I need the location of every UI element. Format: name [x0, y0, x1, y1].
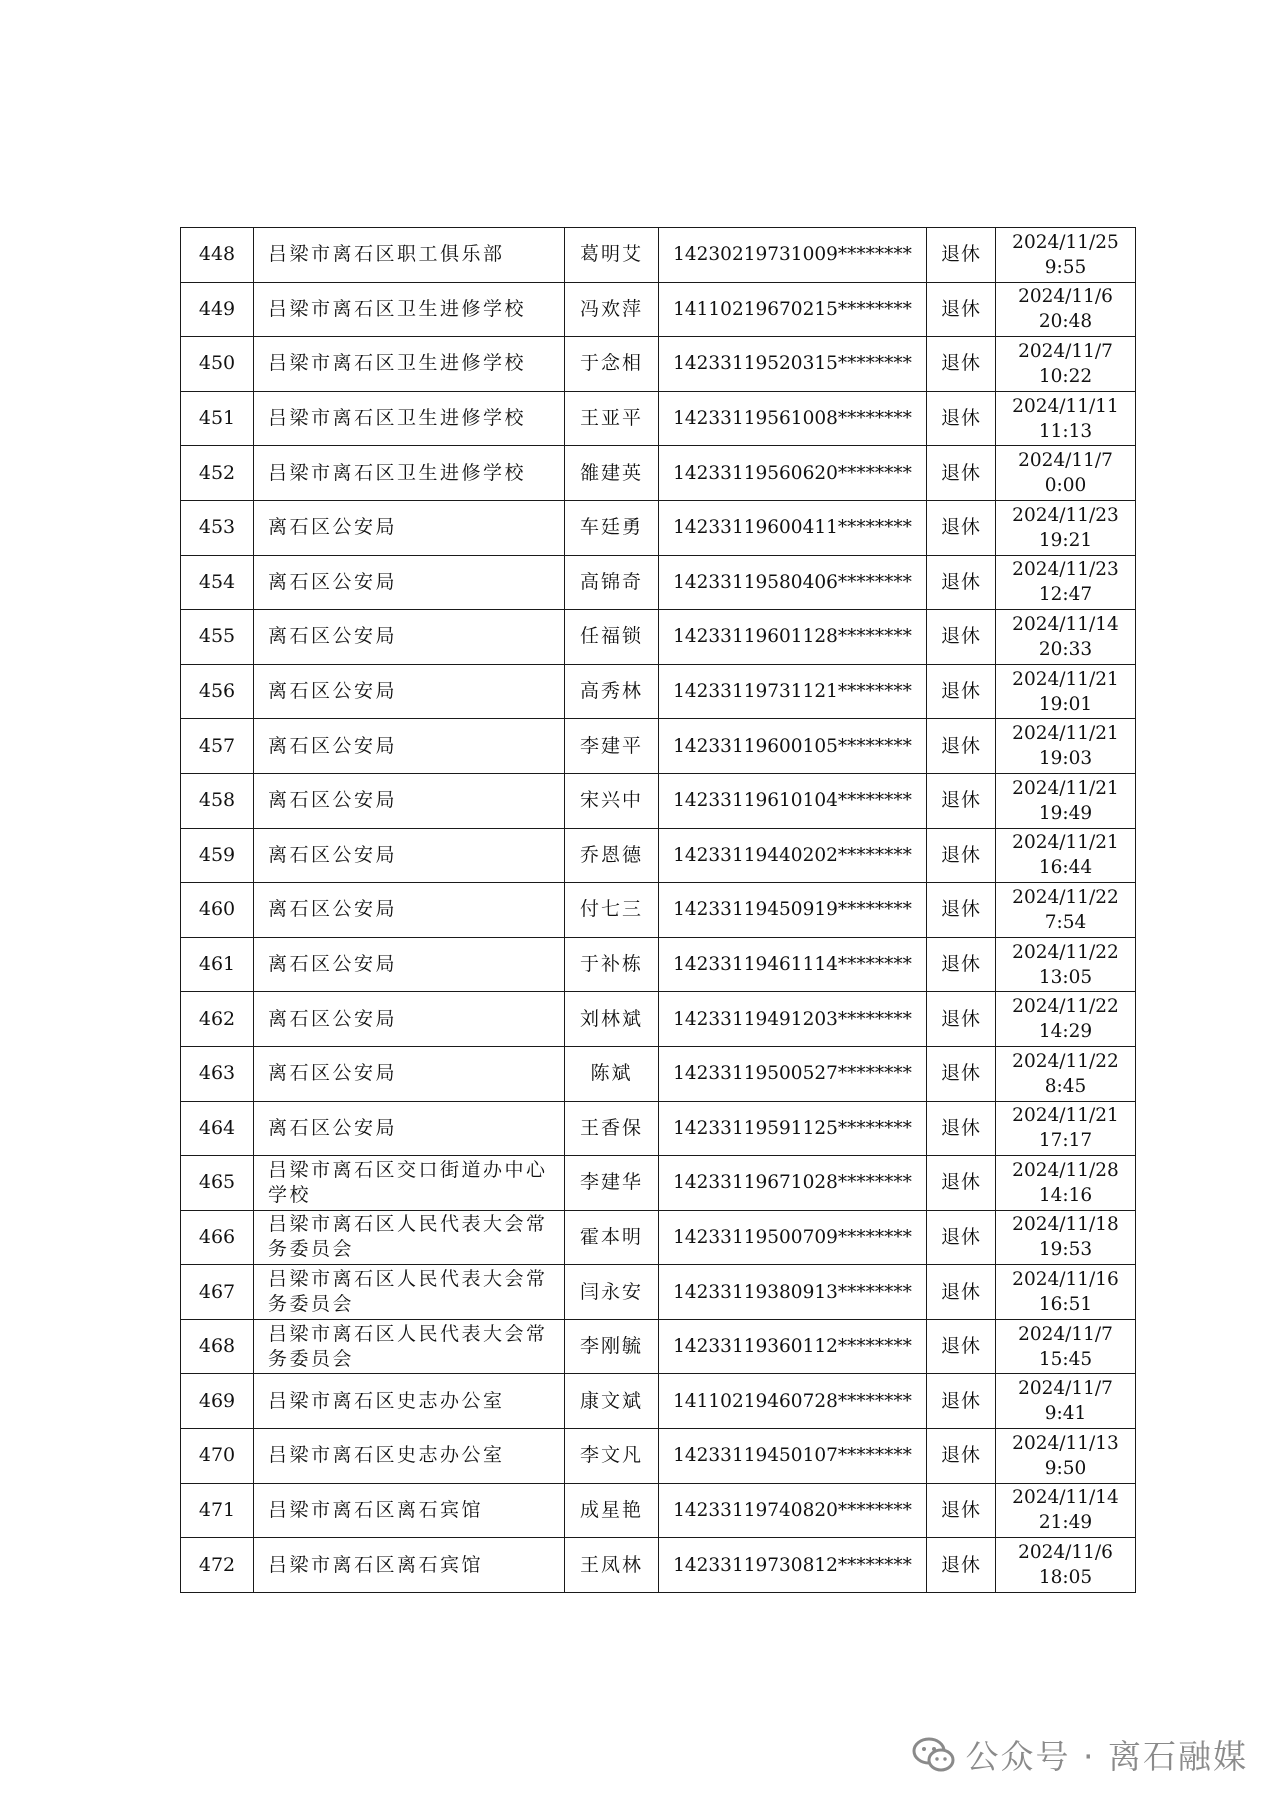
cell-unit: 吕梁市离石区人民代表大会常务委员会	[254, 1319, 565, 1374]
cell-clock-text: 20:48	[1038, 311, 1093, 333]
cell-name: 闫永安	[565, 1265, 659, 1320]
cell-number: 455	[181, 610, 254, 665]
cell-unit: 吕梁市离石区卫生进修学校	[254, 446, 565, 501]
cell-number: 469	[181, 1374, 254, 1429]
cell-number: 461	[181, 937, 254, 992]
cell-id-number: 14233119610104********	[659, 773, 927, 828]
cell-clock-text: 19:53	[1038, 1239, 1093, 1261]
cell-unit: 离石区公安局	[254, 828, 565, 883]
cell-unit: 吕梁市离石区人民代表大会常务委员会	[254, 1210, 565, 1265]
cell-name: 李建华	[565, 1156, 659, 1211]
table-row	[181, 500, 1136, 555]
record-table	[180, 227, 1136, 1593]
cell-id-number: 14233119561008********	[659, 391, 927, 446]
cell-date-text: 2024/11/16	[1012, 1269, 1119, 1291]
cell-type: 退休	[927, 1319, 996, 1374]
table-row	[181, 1046, 1136, 1101]
cell-type: 退休	[927, 773, 996, 828]
cell-name: 高秀林	[565, 664, 659, 719]
cell-name: 康文斌	[565, 1374, 659, 1429]
cell-time	[996, 937, 1136, 992]
cell-id-number: 14233119500527********	[659, 1046, 927, 1101]
cell-number: 470	[181, 1429, 254, 1484]
table-row	[181, 664, 1136, 719]
cell-id-number: 14233119600105********	[659, 719, 927, 774]
cell-id-number: 14233119360112********	[659, 1319, 927, 1374]
cell-id-number: 14233119580406********	[659, 555, 927, 610]
cell-type: 退休	[927, 1156, 996, 1211]
cell-unit: 吕梁市离石区史志办公室	[254, 1429, 565, 1484]
cell-time	[996, 610, 1136, 665]
table-row	[181, 282, 1136, 337]
cell-time	[996, 1156, 1136, 1211]
cell-number: 450	[181, 337, 254, 392]
cell-id-number: 14233119740820********	[659, 1483, 927, 1538]
cell-date-text: 2024/11/21	[1012, 723, 1119, 745]
table-row	[181, 937, 1136, 992]
cell-name: 于念相	[565, 337, 659, 392]
table-row	[181, 719, 1136, 774]
cell-name: 王香保	[565, 1101, 659, 1156]
cell-number: 449	[181, 282, 254, 337]
cell-name: 刘林斌	[565, 992, 659, 1047]
cell-type: 退休	[927, 500, 996, 555]
cell-id-number: 14233119730812********	[659, 1538, 927, 1593]
cell-name: 冯欢萍	[565, 282, 659, 337]
cell-name: 霍本明	[565, 1210, 659, 1265]
cell-type: 退休	[927, 555, 996, 610]
cell-name: 王亚平	[565, 391, 659, 446]
cell-clock-text: 16:44	[1038, 857, 1093, 879]
cell-unit: 离石区公安局	[254, 719, 565, 774]
cell-id-number: 14233119520315********	[659, 337, 927, 392]
cell-number: 472	[181, 1538, 254, 1593]
cell-id-number: 14233119601128********	[659, 610, 927, 665]
cell-number: 464	[181, 1101, 254, 1156]
cell-number: 458	[181, 773, 254, 828]
cell-type: 退休	[927, 719, 996, 774]
cell-type: 退休	[927, 337, 996, 392]
cell-name: 雒建英	[565, 446, 659, 501]
cell-type: 退休	[927, 1538, 996, 1593]
cell-number: 465	[181, 1156, 254, 1211]
cell-id-number: 14233119731121********	[659, 664, 927, 719]
cell-date-text: 2024/11/7	[1018, 340, 1113, 362]
cell-date-text: 2024/11/21	[1012, 832, 1119, 854]
cell-time	[996, 1046, 1136, 1101]
table-row	[181, 1156, 1136, 1211]
table-row	[181, 391, 1136, 446]
cell-id-number: 14233119500709********	[659, 1210, 927, 1265]
cell-name: 任福锁	[565, 610, 659, 665]
cell-number: 456	[181, 664, 254, 719]
cell-time	[996, 228, 1136, 283]
cell-id-number: 14233119450919********	[659, 883, 927, 938]
cell-unit: 离石区公安局	[254, 1046, 565, 1101]
cell-unit: 离石区公安局	[254, 773, 565, 828]
cell-date-text: 2024/11/7	[1018, 1378, 1113, 1400]
cell-unit: 吕梁市离石区史志办公室	[254, 1374, 565, 1429]
cell-name: 车廷勇	[565, 500, 659, 555]
cell-unit: 离石区公安局	[254, 664, 565, 719]
cell-number: 460	[181, 883, 254, 938]
cell-id-number: 14230219731009********	[659, 228, 927, 283]
cell-time	[996, 719, 1136, 774]
cell-type: 退休	[927, 282, 996, 337]
cell-id-number: 14233119461114********	[659, 937, 927, 992]
cell-type: 退休	[927, 610, 996, 665]
cell-number: 452	[181, 446, 254, 501]
cell-type: 退休	[927, 1210, 996, 1265]
cell-clock-text: 21:49	[1038, 1512, 1093, 1534]
cell-name: 李文凡	[565, 1429, 659, 1484]
cell-date-text: 2024/11/22	[1012, 941, 1119, 963]
cell-clock-text: 8:45	[1044, 1075, 1087, 1097]
cell-clock-text: 14:16	[1038, 1184, 1093, 1206]
cell-type: 退休	[927, 228, 996, 283]
cell-date-text: 2024/11/7	[1018, 1323, 1113, 1345]
table-row	[181, 610, 1136, 665]
watermark-text: 公众号 · 离石融媒	[965, 1737, 1248, 1776]
cell-date-text: 2024/11/28	[1012, 1159, 1119, 1181]
cell-time	[996, 337, 1136, 392]
cell-date-text: 2024/11/18	[1012, 1214, 1119, 1236]
cell-name: 宋兴中	[565, 773, 659, 828]
cell-date-text: 2024/11/22	[1012, 1050, 1119, 1072]
cell-time	[996, 1374, 1136, 1429]
cell-date-text: 2024/11/23	[1012, 559, 1119, 581]
cell-time	[996, 828, 1136, 883]
cell-id-number: 14233119491203********	[659, 992, 927, 1047]
cell-name: 陈斌	[565, 1046, 659, 1101]
cell-name: 成星艳	[565, 1483, 659, 1538]
cell-type: 退休	[927, 992, 996, 1047]
cell-time	[996, 773, 1136, 828]
cell-clock-text: 19:03	[1038, 748, 1093, 770]
cell-unit: 吕梁市离石区职工俱乐部	[254, 228, 565, 283]
cell-time	[996, 1101, 1136, 1156]
cell-time	[996, 992, 1136, 1047]
table-row	[181, 1483, 1136, 1538]
cell-unit: 吕梁市离石区人民代表大会常务委员会	[254, 1265, 565, 1320]
cell-clock-text: 20:33	[1038, 638, 1093, 660]
cell-id-number: 14233119671028********	[659, 1156, 927, 1211]
cell-time	[996, 446, 1136, 501]
cell-id-number: 14233119591125********	[659, 1101, 927, 1156]
cell-name: 王凤林	[565, 1538, 659, 1593]
cell-time	[996, 500, 1136, 555]
cell-date-text: 2024/11/11	[1012, 395, 1119, 417]
wechat-icon	[912, 1737, 956, 1773]
cell-type: 退休	[927, 1374, 996, 1429]
cell-unit: 离石区公安局	[254, 500, 565, 555]
cell-number: 459	[181, 828, 254, 883]
cell-type: 退休	[927, 664, 996, 719]
table-row	[181, 1265, 1136, 1320]
table-row	[181, 828, 1136, 883]
cell-clock-text: 13:05	[1038, 966, 1093, 988]
cell-number: 448	[181, 228, 254, 283]
cell-unit: 吕梁市离石区离石宾馆	[254, 1538, 565, 1593]
cell-name: 乔恩德	[565, 828, 659, 883]
cell-date-text: 2024/11/6	[1018, 286, 1113, 308]
cell-name: 于补栋	[565, 937, 659, 992]
cell-id-number: 14233119380913********	[659, 1265, 927, 1320]
cell-number: 466	[181, 1210, 254, 1265]
cell-clock-text: 9:55	[1044, 256, 1087, 278]
cell-type: 退休	[927, 883, 996, 938]
cell-clock-text: 18:05	[1038, 1567, 1093, 1589]
cell-name: 付七三	[565, 883, 659, 938]
cell-clock-text: 12:47	[1038, 584, 1093, 606]
cell-date-text: 2024/11/23	[1012, 504, 1119, 526]
cell-time	[996, 391, 1136, 446]
cell-name: 李建平	[565, 719, 659, 774]
cell-unit: 吕梁市离石区卫生进修学校	[254, 282, 565, 337]
cell-clock-text: 7:54	[1044, 911, 1087, 933]
table-row	[181, 446, 1136, 501]
cell-id-number: 14233119440202********	[659, 828, 927, 883]
cell-time	[996, 883, 1136, 938]
table-row	[181, 228, 1136, 283]
cell-clock-text: 19:01	[1038, 693, 1093, 715]
cell-clock-text: 9:41	[1044, 1403, 1087, 1425]
record-table-body	[181, 228, 1136, 1593]
cell-time	[996, 1210, 1136, 1265]
cell-time	[996, 664, 1136, 719]
cell-type: 退休	[927, 1483, 996, 1538]
cell-id-number: 14233119600411********	[659, 500, 927, 555]
cell-date-text: 2024/11/14	[1012, 613, 1119, 635]
cell-type: 退休	[927, 446, 996, 501]
cell-date-text: 2024/11/22	[1012, 996, 1119, 1018]
cell-unit: 离石区公安局	[254, 883, 565, 938]
table-row	[181, 1374, 1136, 1429]
cell-clock-text: 11:13	[1038, 420, 1093, 442]
table-row	[181, 992, 1136, 1047]
cell-name: 葛明艾	[565, 228, 659, 283]
cell-unit: 离石区公安局	[254, 937, 565, 992]
cell-type: 退休	[927, 1046, 996, 1101]
cell-number: 454	[181, 555, 254, 610]
table-row	[181, 1101, 1136, 1156]
cell-unit: 离石区公安局	[254, 1101, 565, 1156]
cell-id-number: 14233119560620********	[659, 446, 927, 501]
cell-unit: 吕梁市离石区卫生进修学校	[254, 337, 565, 392]
cell-unit: 吕梁市离石区离石宾馆	[254, 1483, 565, 1538]
cell-unit: 离石区公安局	[254, 992, 565, 1047]
cell-number: 453	[181, 500, 254, 555]
cell-type: 退休	[927, 1101, 996, 1156]
cell-type: 退休	[927, 391, 996, 446]
cell-clock-text: 19:21	[1038, 529, 1093, 551]
watermark	[912, 1731, 1248, 1778]
table-row	[181, 1210, 1136, 1265]
cell-clock-text: 16:51	[1038, 1294, 1093, 1316]
cell-number: 457	[181, 719, 254, 774]
cell-number: 471	[181, 1483, 254, 1538]
cell-id-number: 14110219460728********	[659, 1374, 927, 1429]
cell-unit: 吕梁市离石区卫生进修学校	[254, 391, 565, 446]
cell-unit: 吕梁市离石区交口街道办中心学校	[254, 1156, 565, 1211]
cell-type: 退休	[927, 1429, 996, 1484]
table-row	[181, 1538, 1136, 1593]
cell-id-number: 14110219670215********	[659, 282, 927, 337]
cell-time	[996, 1429, 1136, 1484]
cell-time	[996, 1265, 1136, 1320]
table-row	[181, 883, 1136, 938]
cell-date-text: 2024/11/22	[1012, 886, 1119, 908]
cell-clock-text: 14:29	[1038, 1021, 1093, 1043]
cell-time	[996, 1538, 1136, 1593]
cell-unit: 离石区公安局	[254, 610, 565, 665]
cell-time	[996, 1483, 1136, 1538]
cell-clock-text: 9:50	[1044, 1457, 1087, 1479]
cell-date-text: 2024/11/7	[1018, 450, 1113, 472]
cell-type: 退休	[927, 1265, 996, 1320]
cell-clock-text: 19:49	[1038, 802, 1093, 824]
cell-clock-text: 10:22	[1038, 365, 1093, 387]
cell-name: 李刚毓	[565, 1319, 659, 1374]
cell-time	[996, 1319, 1136, 1374]
cell-time	[996, 282, 1136, 337]
cell-date-text: 2024/11/13	[1012, 1432, 1119, 1454]
cell-type: 退休	[927, 828, 996, 883]
cell-clock-text: 0:00	[1044, 475, 1087, 497]
cell-time	[996, 555, 1136, 610]
cell-id-number: 14233119450107********	[659, 1429, 927, 1484]
cell-date-text: 2024/11/21	[1012, 1105, 1119, 1127]
cell-number: 463	[181, 1046, 254, 1101]
cell-date-text: 2024/11/6	[1018, 1542, 1113, 1564]
cell-number: 462	[181, 992, 254, 1047]
table-row	[181, 1429, 1136, 1484]
cell-clock-text: 17:17	[1038, 1130, 1093, 1152]
cell-clock-text: 15:45	[1038, 1348, 1093, 1370]
cell-number: 467	[181, 1265, 254, 1320]
cell-name: 高锦奇	[565, 555, 659, 610]
cell-type: 退休	[927, 937, 996, 992]
cell-number: 468	[181, 1319, 254, 1374]
cell-date-text: 2024/11/14	[1012, 1487, 1119, 1509]
table-row	[181, 1319, 1136, 1374]
cell-date-text: 2024/11/25	[1012, 231, 1119, 253]
cell-number: 451	[181, 391, 254, 446]
table-row	[181, 773, 1136, 828]
table-row	[181, 555, 1136, 610]
table-row	[181, 337, 1136, 392]
cell-date-text: 2024/11/21	[1012, 777, 1119, 799]
cell-unit: 离石区公安局	[254, 555, 565, 610]
cell-date-text: 2024/11/21	[1012, 668, 1119, 690]
